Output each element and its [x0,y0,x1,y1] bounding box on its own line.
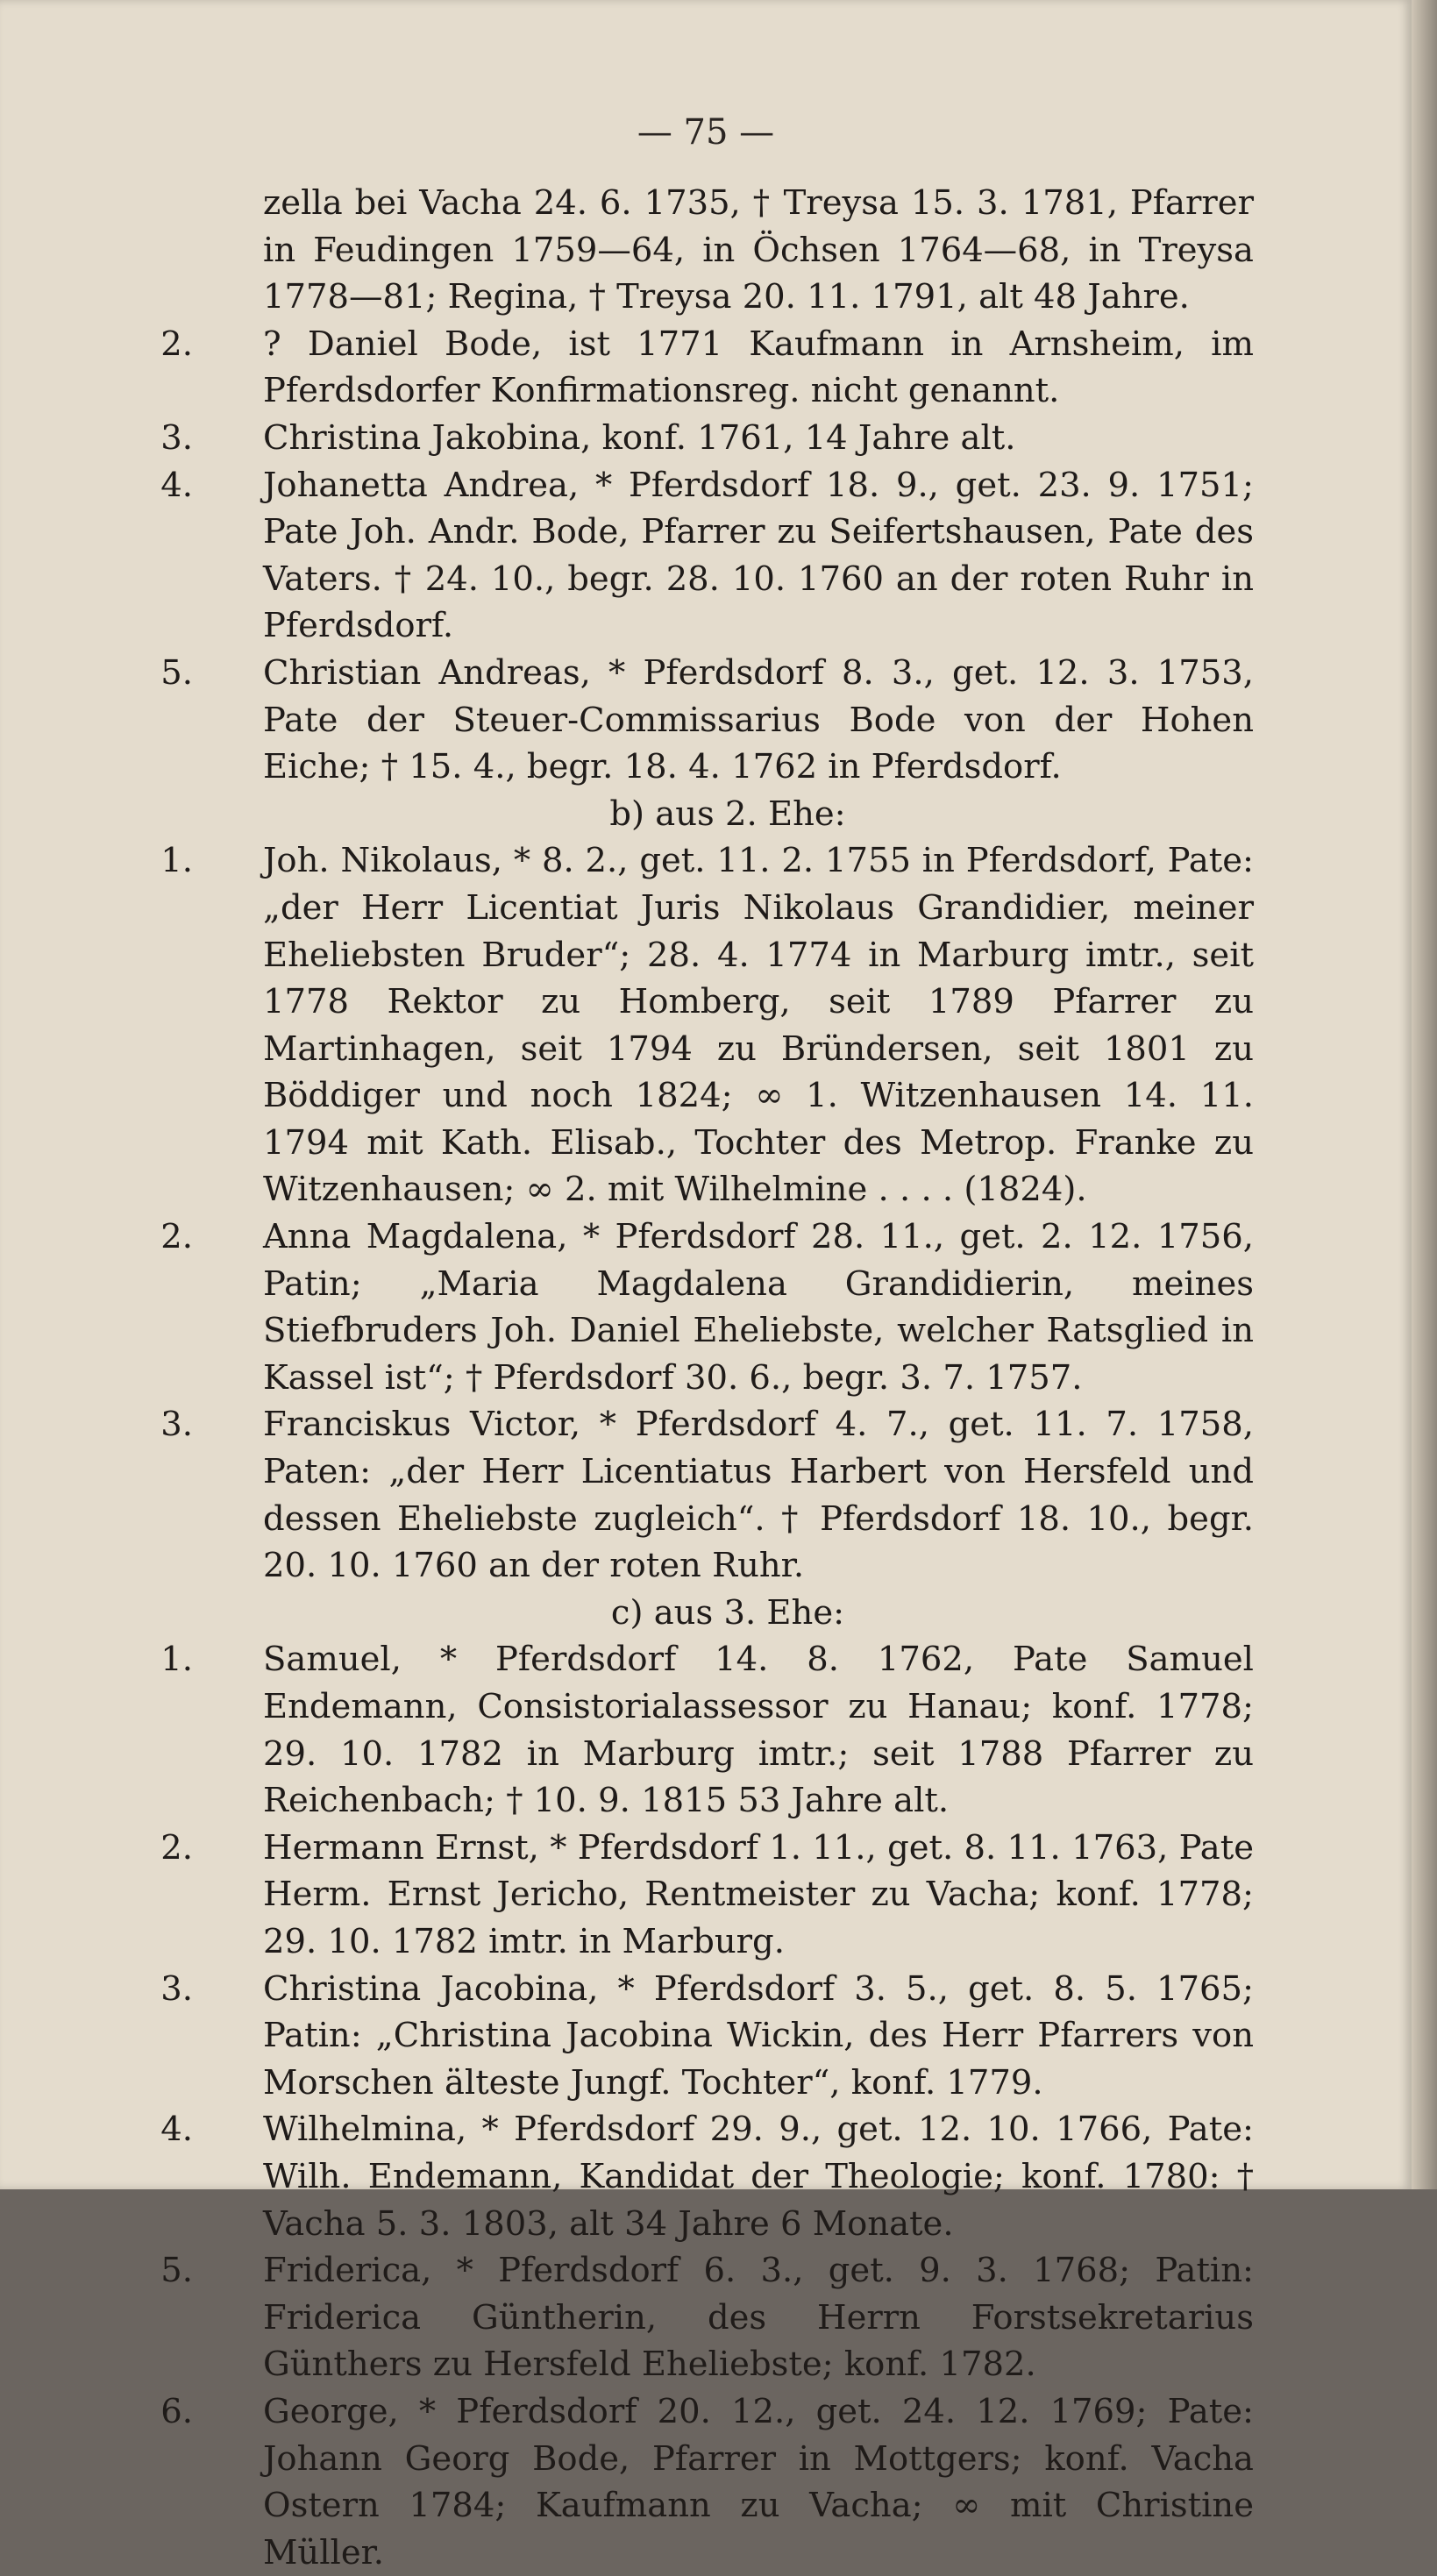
entry-number: 2. [160,1827,193,1868]
entry-text: Wilhelmina, * Pferdsdorf 29. 9., get. 12. 10. 1766, Pate: Wilh. Endemann, Kandidat der Theologie; konf. 1780: † Vacha 5. 3. 1803, alt 34 Jahre 6 Monate. [263,2110,1254,2244]
entry-number: 5. [160,652,193,693]
list-item [160,321,1254,415]
list-item [160,650,1254,791]
entry-number: 3. [160,417,193,458]
list-item [160,415,1254,462]
entry-text: Friderica, * Pferdsdorf 6. 3., get. 9. 3. 1768; Patin: Friderica Güntherin, des Herrn Forstsekretarius Günthers zu Hersfeld Eheliebste; konf. 1782. [263,2251,1254,2385]
entry-number: 5. [160,2251,193,2291]
entry-text: Samuel, * Pferdsdorf 14. 8. 1762, Pate Samuel Endemann, Consistorialassessor zu Hanau; konf. 1778; 29. 10. 1782 in Marburg imtr.; seit 1788 Pfarrer zu Reichenbach; † 10. 9. 1815 53 Jahre alt. [263,1640,1254,1821]
page-body [160,180,1254,2576]
entry-text: Christina Jakobina, konf. 1761, 14 Jahre alt. [263,417,1016,458]
entry-text: zella bei Vacha 24. 6. 1735, † Treysa 15. 3. 1781, Pfarrer in Feudingen 1759—64, in Öchsen 1764—68, in Treysa 1778—81; Regina, † Treysa 20. 11. 1791, alt 48 Jahre. [263,183,1254,317]
list-item [160,1636,1254,1824]
entry-number: 3. [160,1968,193,2009]
entry-text: Anna Magdalena, * Pferdsdorf 28. 11., get. 2. 12. 1756, Patin; „Maria Magdalena Grandidierin, meines Stiefbruders Joh. Daniel Eheliebste, welcher Ratsglied in Kassel ist“; † Pferdsdorf 30. 6., begr. 3. 7. 1757. [263,1217,1254,1398]
list-item [160,2247,1254,2388]
entry-text: ? Daniel Bode, ist 1771 Kaufmann in Arnsheim, im Pferdsdorfer Konfirmationsreg. nicht genannt. [263,324,1254,411]
section-heading-b: b) aus 2. Ehe: [609,793,846,834]
entry-text: Joh. Nikolaus, * 8. 2., get. 11. 2. 1755 in Pferdsdorf, Pate: „der Herr Licentiat Juris Nikolaus Grandidier, meiner Eheliebsten Bruder“; 28. 4. 1774 in Marburg imtr., seit 1778 Rektor zu Homberg, seit 1789 Pfarrer zu Martinhagen, seit 1794 zu Bründersen, seit 1801 zu Böddiger und noch 1824; ∞ 1. Witzenhausen 14. 11. 1794 mit Kath. Elisab., Tochter des Metrop. Franke zu Witzenhausen; ∞ 2. mit Wilhelmine . . . . (1824). [263,841,1254,1210]
entry-number: 1. [160,841,193,881]
list-item [160,2106,1254,2247]
entry-number: 3. [160,1405,193,1445]
list-item [160,2388,1254,2576]
entry-text: George, * Pferdsdorf 20. 12., get. 24. 12. 1769; Pate: Johann Georg Bode, Pfarrer in Mottgers; konf. Vacha Ostern 1784; Kaufmann zu Vacha; ∞ mit Christine Müller. [263,2391,1254,2572]
entry-text: Christian Andreas, * Pferdsdorf 8. 3., get. 12. 3. 1753, Pate der Steuer-Commissarius Bode von der Hohen Eiche; † 15. 4., begr. 18. 4. 1762 in Pferdsdorf. [263,652,1254,787]
entry-text: Franciskus Victor, * Pferdsdorf 4. 7., get. 11. 7. 1758, Paten: „der Herr Licentiatus Harbert von Hersfeld und dessen Eheliebste zugleich“. † Pferdsdorf 18. 10., begr. 20. 10. 1760 an der roten Ruhr. [263,1405,1254,1586]
entry-number: 4. [160,465,193,505]
entry-text: Hermann Ernst, * Pferdsdorf 1. 11., get. 8. 11. 1763, Pate Herm. Ernst Jericho, Rentmeister zu Vacha; konf. 1778; 29. 10. 1782 imtr. in Marburg. [263,1827,1254,1961]
entry-text: Johanetta Andrea, * Pferdsdorf 18. 9., get. 23. 9. 1751; Pate Joh. Andr. Bode, Pfarrer zu Seifertshausen, Pate des Vaters. † 24. 10., begr. 28. 10. 1760 an der roten Ruhr in Pferdsdorf. [263,465,1254,646]
entry-number: 4. [160,2110,193,2150]
list-item [160,462,1254,650]
entry-text: Christina Jacobina, * Pferdsdorf 3. 5., get. 8. 5. 1765; Patin: „Christina Jacobina Wickin, des Herr Pfarrers von Morschen älteste Jungf. Tochter“, konf. 1779. [263,1968,1254,2103]
entry-number: 6. [160,2391,193,2431]
entry-number: 1. [160,1640,193,1680]
entry-number: 2. [160,324,193,364]
page-number: — 75 — [637,112,775,153]
list-item [160,837,1254,1213]
continued-entry [202,180,1254,321]
list-item [160,1213,1254,1401]
list-item [160,1825,1254,1966]
page-edge [1412,0,1437,2189]
section-heading-c: c) aus 3. Ehe: [610,1592,845,1633]
list-item [160,1966,1254,2107]
list-item [160,1401,1254,1589]
entry-number: 2. [160,1217,193,1257]
